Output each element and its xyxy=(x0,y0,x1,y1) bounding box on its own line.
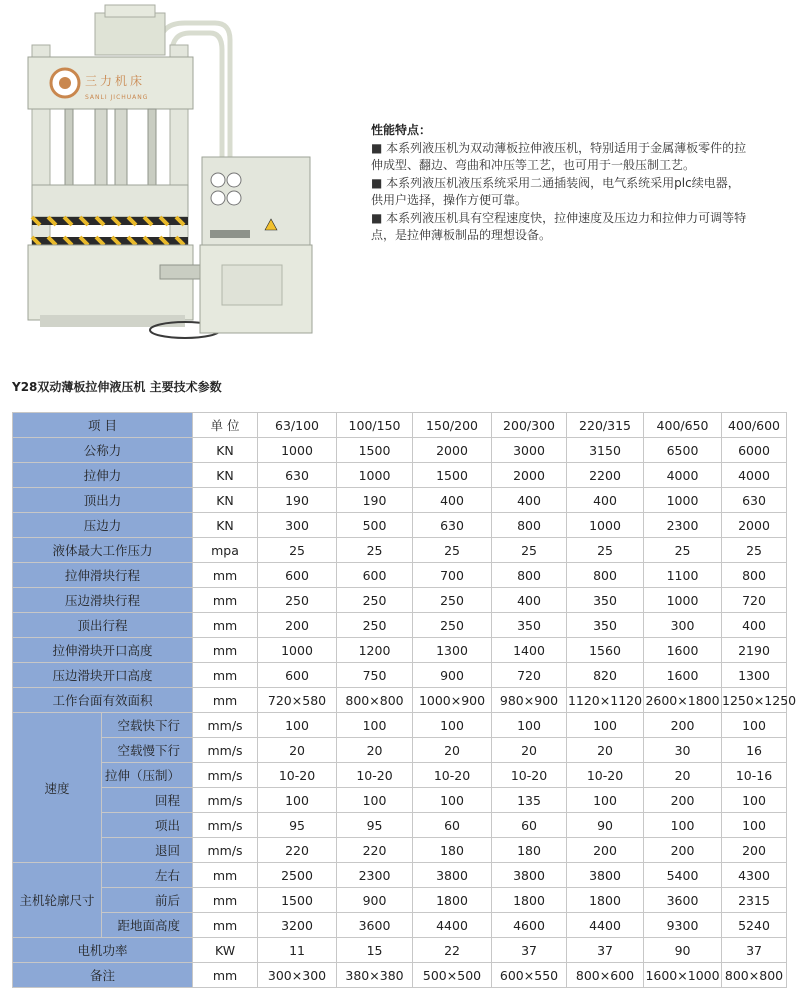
unit-cell: mm/s xyxy=(193,763,258,788)
outline-group-label: 主机轮廓尺寸 xyxy=(13,863,102,938)
value-cell: 1000×900 xyxy=(413,688,492,713)
unit-cell: mm xyxy=(193,888,258,913)
value-cell: 3800 xyxy=(413,863,492,888)
header-row xyxy=(13,413,787,438)
value-cell: 25 xyxy=(258,538,337,563)
value-cell: 800×800 xyxy=(337,688,413,713)
table-row xyxy=(13,663,787,688)
value-cell: 20 xyxy=(413,738,492,763)
value-cell: 1800 xyxy=(567,888,644,913)
row-label: 顶出行程 xyxy=(13,613,193,638)
value-cell: 1600 xyxy=(644,638,722,663)
value-cell: 1600×1000 xyxy=(644,963,722,988)
value-cell: 380×380 xyxy=(337,963,413,988)
value-cell: 2600×1800 xyxy=(644,688,722,713)
value-cell: 30 xyxy=(644,738,722,763)
table-row xyxy=(13,913,787,938)
value-cell: 20 xyxy=(337,738,413,763)
value-cell: 800 xyxy=(722,563,787,588)
value-cell: 9300 xyxy=(644,913,722,938)
header-model: 100/150 xyxy=(337,413,413,438)
brand-logo xyxy=(51,69,148,101)
value-cell: 200 xyxy=(258,613,337,638)
value-cell: 300 xyxy=(258,513,337,538)
value-cell: 100 xyxy=(337,713,413,738)
table-row xyxy=(13,588,787,613)
value-cell: 2000 xyxy=(492,463,567,488)
svg-text:三力机床: 三力机床 xyxy=(85,74,146,88)
table-row xyxy=(13,563,787,588)
header-model: 220/315 xyxy=(567,413,644,438)
value-cell: 3600 xyxy=(337,913,413,938)
value-cell: 20 xyxy=(258,738,337,763)
value-cell: 400 xyxy=(413,488,492,513)
unit-cell: mm xyxy=(193,963,258,988)
value-cell: 100 xyxy=(258,713,337,738)
value-cell: 800×600 xyxy=(567,963,644,988)
value-cell: 980×900 xyxy=(492,688,567,713)
unit-cell: mm xyxy=(193,563,258,588)
value-cell: 100 xyxy=(492,713,567,738)
value-cell: 25 xyxy=(567,538,644,563)
value-cell: 1800 xyxy=(413,888,492,913)
value-cell: 400 xyxy=(722,613,787,638)
value-cell: 400 xyxy=(567,488,644,513)
header-model: 63/100 xyxy=(258,413,337,438)
features-section xyxy=(371,122,751,245)
value-cell: 2300 xyxy=(644,513,722,538)
value-cell: 10-20 xyxy=(567,763,644,788)
unit-cell: KN xyxy=(193,463,258,488)
value-cell: 600 xyxy=(258,663,337,688)
sub-label: 空载慢下行 xyxy=(102,738,193,763)
value-cell: 750 xyxy=(337,663,413,688)
value-cell: 60 xyxy=(413,813,492,838)
row-label: 压边力 xyxy=(13,513,193,538)
value-cell: 300 xyxy=(644,613,722,638)
value-cell: 1300 xyxy=(413,638,492,663)
value-cell: 1500 xyxy=(258,888,337,913)
value-cell: 2200 xyxy=(567,463,644,488)
value-cell: 1000 xyxy=(258,438,337,463)
row-label: 压边滑块开口高度 xyxy=(13,663,193,688)
value-cell: 3200 xyxy=(258,913,337,938)
table-row xyxy=(13,813,787,838)
table-row xyxy=(13,763,787,788)
value-cell: 800 xyxy=(567,563,644,588)
sub-label: 退回 xyxy=(102,838,193,863)
value-cell: 4300 xyxy=(722,863,787,888)
row-label: 电机功率 xyxy=(13,938,193,963)
table-row xyxy=(13,513,787,538)
value-cell: 90 xyxy=(644,938,722,963)
value-cell: 2500 xyxy=(258,863,337,888)
value-cell: 190 xyxy=(258,488,337,513)
row-label: 液体最大工作压力 xyxy=(13,538,193,563)
header-item: 项 目 xyxy=(13,413,193,438)
value-cell: 1000 xyxy=(337,463,413,488)
row-label: 备注 xyxy=(13,963,193,988)
value-cell: 3000 xyxy=(492,438,567,463)
features-title: 性能特点： xyxy=(371,123,432,137)
unit-cell: KN xyxy=(193,438,258,463)
unit-cell: mm xyxy=(193,913,258,938)
table-row xyxy=(13,938,787,963)
unit-cell: mm xyxy=(193,613,258,638)
value-cell: 1560 xyxy=(567,638,644,663)
table-title: Y28双动薄板拉伸液压机 主要技术参数 xyxy=(12,380,222,394)
value-cell: 2315 xyxy=(722,888,787,913)
value-cell: 25 xyxy=(413,538,492,563)
unit-cell: mpa xyxy=(193,538,258,563)
value-cell: 350 xyxy=(567,588,644,613)
value-cell: 1000 xyxy=(644,488,722,513)
sub-label: 左右 xyxy=(102,863,193,888)
value-cell: 10-16 xyxy=(722,763,787,788)
unit-cell: mm/s xyxy=(193,838,258,863)
value-cell: 2190 xyxy=(722,638,787,663)
value-cell: 37 xyxy=(492,938,567,963)
value-cell: 350 xyxy=(492,613,567,638)
sub-label: 拉伸（压制） xyxy=(102,763,193,788)
value-cell: 37 xyxy=(722,938,787,963)
value-cell: 4600 xyxy=(492,913,567,938)
table-row xyxy=(13,613,787,638)
table-row xyxy=(13,788,787,813)
value-cell: 25 xyxy=(492,538,567,563)
row-label: 拉伸滑块行程 xyxy=(13,563,193,588)
row-label: 压边滑块行程 xyxy=(13,588,193,613)
value-cell: 100 xyxy=(722,713,787,738)
unit-cell: mm/s xyxy=(193,713,258,738)
value-cell: 3800 xyxy=(492,863,567,888)
value-cell: 15 xyxy=(337,938,413,963)
value-cell: 1500 xyxy=(337,438,413,463)
unit-cell: mm xyxy=(193,588,258,613)
value-cell: 100 xyxy=(722,813,787,838)
unit-cell: mm xyxy=(193,663,258,688)
value-cell: 200 xyxy=(644,838,722,863)
value-cell: 1300 xyxy=(722,663,787,688)
value-cell: 100 xyxy=(258,788,337,813)
unit-cell: KW xyxy=(193,938,258,963)
value-cell: 135 xyxy=(492,788,567,813)
value-cell: 1000 xyxy=(644,588,722,613)
value-cell: 22 xyxy=(413,938,492,963)
value-cell: 250 xyxy=(337,588,413,613)
value-cell: 4400 xyxy=(567,913,644,938)
value-cell: 1000 xyxy=(258,638,337,663)
value-cell: 630 xyxy=(413,513,492,538)
row-label: 工作台面有效面积 xyxy=(13,688,193,713)
value-cell: 100 xyxy=(413,788,492,813)
header-model: 150/200 xyxy=(413,413,492,438)
value-cell: 4400 xyxy=(413,913,492,938)
value-cell: 720 xyxy=(492,663,567,688)
sub-label: 回程 xyxy=(102,788,193,813)
table-row xyxy=(13,438,787,463)
table-row xyxy=(13,713,787,738)
value-cell: 500×500 xyxy=(413,963,492,988)
value-cell: 1500 xyxy=(413,463,492,488)
value-cell: 100 xyxy=(644,813,722,838)
row-label: 拉伸滑块开口高度 xyxy=(13,638,193,663)
value-cell: 2300 xyxy=(337,863,413,888)
unit-cell: mm xyxy=(193,638,258,663)
value-cell: 90 xyxy=(567,813,644,838)
value-cell: 1100 xyxy=(644,563,722,588)
value-cell: 500 xyxy=(337,513,413,538)
table-row xyxy=(13,538,787,563)
table-row xyxy=(13,688,787,713)
row-label: 公称力 xyxy=(13,438,193,463)
feature-item: ■ 本系列液压机为双动薄板拉伸液压机，特别适用于金属薄板零件的拉伸成型、翻边、弯曲和冲压等工艺，也可用于一般压制工艺。 xyxy=(371,140,747,172)
value-cell: 100 xyxy=(337,788,413,813)
value-cell: 11 xyxy=(258,938,337,963)
value-cell: 95 xyxy=(337,813,413,838)
sub-label: 空载快下行 xyxy=(102,713,193,738)
value-cell: 300×300 xyxy=(258,963,337,988)
value-cell: 180 xyxy=(413,838,492,863)
table-row xyxy=(13,463,787,488)
value-cell: 5400 xyxy=(644,863,722,888)
value-cell: 800 xyxy=(492,563,567,588)
value-cell: 95 xyxy=(258,813,337,838)
unit-cell: mm/s xyxy=(193,788,258,813)
value-cell: 250 xyxy=(337,613,413,638)
unit-cell: mm xyxy=(193,863,258,888)
feature-item: ■ 本系列液压机液压系统采用二通插装阀，电气系统采用plc续电器，供用户选择，操作方便可靠。 xyxy=(371,175,740,207)
value-cell: 1400 xyxy=(492,638,567,663)
value-cell: 20 xyxy=(567,738,644,763)
table-row xyxy=(13,638,787,663)
value-cell: 400 xyxy=(492,588,567,613)
table-row xyxy=(13,863,787,888)
value-cell: 5240 xyxy=(722,913,787,938)
value-cell: 800 xyxy=(492,513,567,538)
value-cell: 220 xyxy=(337,838,413,863)
value-cell: 2000 xyxy=(413,438,492,463)
value-cell: 20 xyxy=(492,738,567,763)
value-cell: 200 xyxy=(567,838,644,863)
value-cell: 1800 xyxy=(492,888,567,913)
value-cell: 25 xyxy=(337,538,413,563)
header-model: 400/650 xyxy=(644,413,722,438)
value-cell: 1250×1250 xyxy=(722,688,787,713)
value-cell: 10-20 xyxy=(413,763,492,788)
value-cell: 250 xyxy=(258,588,337,613)
value-cell: 1000 xyxy=(567,513,644,538)
value-cell: 25 xyxy=(722,538,787,563)
value-cell: 400 xyxy=(492,488,567,513)
value-cell: 6000 xyxy=(722,438,787,463)
sub-label: 项出 xyxy=(102,813,193,838)
header-model: 200/300 xyxy=(492,413,567,438)
value-cell: 10-20 xyxy=(492,763,567,788)
sub-label: 前后 xyxy=(102,888,193,913)
value-cell: 16 xyxy=(722,738,787,763)
svg-text:SANLI JICHUANG: SANLI JICHUANG xyxy=(85,94,149,101)
value-cell: 4000 xyxy=(722,463,787,488)
value-cell: 3600 xyxy=(644,888,722,913)
value-cell: 2000 xyxy=(722,513,787,538)
unit-cell: KN xyxy=(193,513,258,538)
value-cell: 630 xyxy=(258,463,337,488)
value-cell: 100 xyxy=(413,713,492,738)
speed-group-label: 速度 xyxy=(13,713,102,863)
value-cell: 3150 xyxy=(567,438,644,463)
value-cell: 190 xyxy=(337,488,413,513)
value-cell: 200 xyxy=(644,788,722,813)
value-cell: 3800 xyxy=(567,863,644,888)
value-cell: 720×580 xyxy=(258,688,337,713)
value-cell: 10-20 xyxy=(258,763,337,788)
value-cell: 250 xyxy=(413,588,492,613)
value-cell: 60 xyxy=(492,813,567,838)
value-cell: 900 xyxy=(337,888,413,913)
table-row xyxy=(13,963,787,988)
unit-cell: mm xyxy=(193,688,258,713)
value-cell: 200 xyxy=(722,838,787,863)
row-label: 顶出力 xyxy=(13,488,193,513)
unit-cell: mm/s xyxy=(193,738,258,763)
unit-cell: KN xyxy=(193,488,258,513)
value-cell: 37 xyxy=(567,938,644,963)
header-model: 400/600 xyxy=(722,413,787,438)
value-cell: 100 xyxy=(722,788,787,813)
table-row xyxy=(13,838,787,863)
value-cell: 100 xyxy=(567,713,644,738)
header-unit: 单 位 xyxy=(193,413,258,438)
value-cell: 630 xyxy=(722,488,787,513)
table-row xyxy=(13,488,787,513)
value-cell: 220 xyxy=(258,838,337,863)
value-cell: 350 xyxy=(567,613,644,638)
value-cell: 250 xyxy=(413,613,492,638)
value-cell: 1200 xyxy=(337,638,413,663)
value-cell: 820 xyxy=(567,663,644,688)
value-cell: 720 xyxy=(722,588,787,613)
value-cell: 600 xyxy=(258,563,337,588)
table-row xyxy=(13,888,787,913)
value-cell: 200 xyxy=(644,713,722,738)
sub-label: 距地面高度 xyxy=(102,913,193,938)
feature-item: ■ 本系列液压机具有空程速度快，拉伸速度及压边力和拉伸力可调等特点，是拉伸薄板制品的理想设备。 xyxy=(371,210,747,242)
value-cell: 4000 xyxy=(644,463,722,488)
value-cell: 100 xyxy=(567,788,644,813)
value-cell: 800×800 xyxy=(722,963,787,988)
value-cell: 900 xyxy=(413,663,492,688)
table-row xyxy=(13,738,787,763)
row-label: 拉伸力 xyxy=(13,463,193,488)
value-cell: 600×550 xyxy=(492,963,567,988)
value-cell: 20 xyxy=(644,763,722,788)
value-cell: 600 xyxy=(337,563,413,588)
spec-table xyxy=(12,412,796,988)
value-cell: 25 xyxy=(644,538,722,563)
value-cell: 10-20 xyxy=(337,763,413,788)
value-cell: 180 xyxy=(492,838,567,863)
value-cell: 6500 xyxy=(644,438,722,463)
hydraulic-press-image xyxy=(10,5,340,350)
value-cell: 1600 xyxy=(644,663,722,688)
value-cell: 700 xyxy=(413,563,492,588)
value-cell: 1120×1120 xyxy=(567,688,644,713)
unit-cell: mm/s xyxy=(193,813,258,838)
